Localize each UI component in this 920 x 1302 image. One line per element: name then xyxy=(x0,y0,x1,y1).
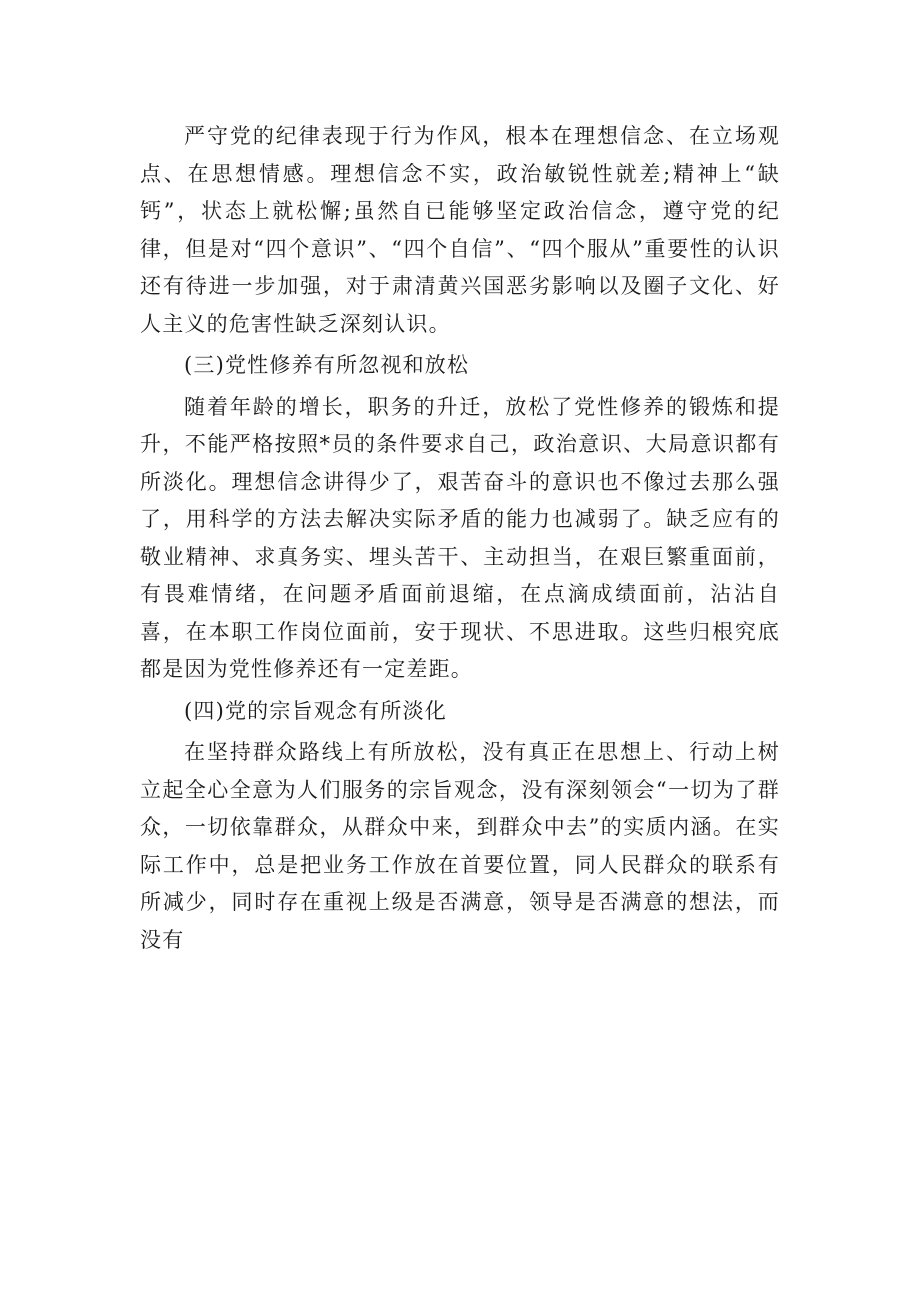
section-heading-3: (三)党性修养有所忽视和放松 xyxy=(184,353,470,377)
paragraph-party-cultivation: 随着年龄的增长，职务的升迁，放松了党性修养的锻炼和提升，不能严格按照*员的条件要求自己，政治意识、大局意识都有所淡化。理想信念讲得少了，艰苦奋斗的意识也不像过去那么强了，用科学的方法去解决实际矛盾的能力也减弱了。缺乏应有的敬业精神、求真务实、埋头苦干、主动担当，在艰巨繁重面前，有畏难情绪，在问题矛盾面前退缩，在点滴成绩面前，沾沾自喜，在本职工作岗位面前，安于现状、不思进取。这些归根究底都是因为党性修养还有一定差距。 xyxy=(140,394,780,681)
paragraph-mass-line: 在坚持群众路线上有所放松，没有真正在思想上、行动上树立起全心全意为人们服务的宗旨观念，没有深刻领会“一切为了群众，一切依靠群众，从群众中来，到群众中去”的实质内涵。在实际工作中，总是把业务工作放在首要位置，同人民群众的联系有所减少，同时存在重视上级是否满意，领导是否满意的想法，而没有 xyxy=(140,740,780,952)
paragraph-party-discipline: 严守党的纪律表现于行为作风，根本在理想信念、在立场观点、在思想情感。理想信念不实，政治敏锐性就差;精神上“缺钙”，状态上就松懈;虽然自已能够坚定政治信念，遵守党的纪律，但是对“四个意识”、“四个自信”、“四个服从”重要性的认识还有待进一步加强，对于肃清黄兴国恶劣影响以及圈子文化、好人主义的危害性缺乏深刻认识。 xyxy=(140,124,780,336)
document-body xyxy=(140,118,780,959)
section-heading-4: (四)党的宗旨观念有所淡化 xyxy=(184,698,447,723)
